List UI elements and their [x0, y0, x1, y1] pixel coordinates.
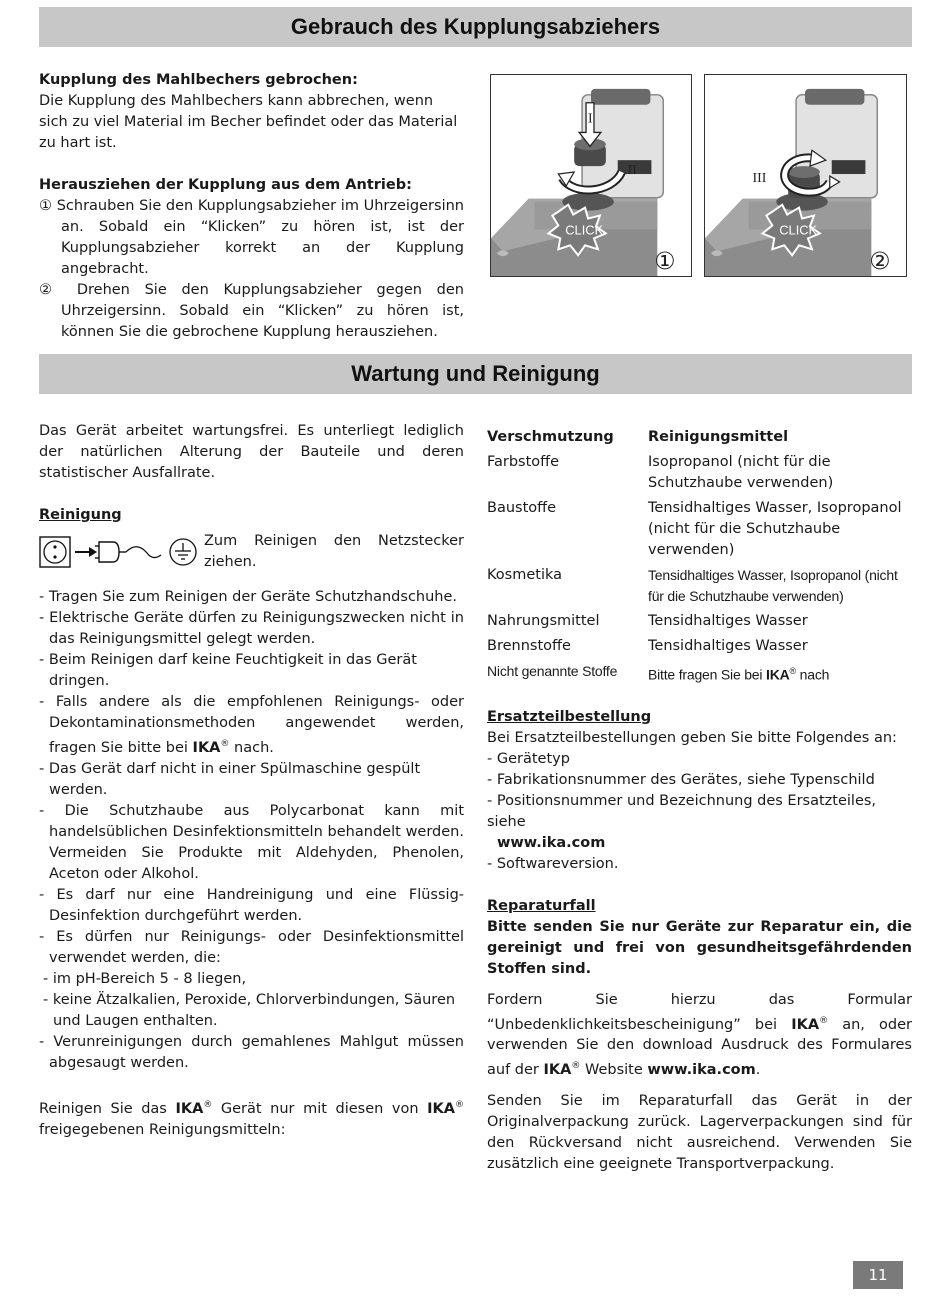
table-row: Nahrungsmittel Tensidhaltiges Wasser: [487, 613, 808, 629]
cleaning-table-header: [487, 427, 912, 448]
bullet-no-immersion: - Elektrische Geräte dürfen zu Reinigungszwecken nicht in das Reinigungsmittel gelegt werden.: [39, 610, 464, 647]
bullet-dishwasher: - Das Gerät darf nicht in einer Spülmaschine gespült werden.: [39, 760, 421, 798]
ika-website-link[interactable]: www.ika.com: [647, 1062, 756, 1079]
broken-coupling-heading: Kupplung des Mahlbechers gebrochen:: [39, 72, 358, 88]
unplug-text: Zum Reinigen den Netzstecker ziehen.: [204, 533, 464, 570]
bullet-gloves: - Tragen Sie zum Reinigen der Geräte Schutzhandschuhe.: [39, 589, 458, 605]
section-title-coupling-puller: Gebrauch des Kupplungsabziehers: [39, 7, 912, 47]
unplug-instruction: [39, 531, 464, 573]
maintenance-left-column: [39, 421, 464, 1141]
step-2: ② Drehen Sie den Kupplungsabzieher gegen den Uhrzeigersinn. Sobald ein “Klicken” zu hören ist, können Sie die gebrochene Kupplung herausziehen.: [39, 282, 464, 340]
bullet-no-moisture: - Beim Reinigen darf keine Feuchtigkeit in das Gerät dringen.: [39, 652, 417, 689]
grinder-illustration-2: [705, 75, 906, 276]
figure-step-1: [490, 74, 692, 277]
cleaning-heading: Reinigung: [39, 507, 122, 523]
table-row: Nicht genannte Stoffe Bitte fragen Sie bei IKA® nach: [487, 663, 830, 683]
unplug-icon: [39, 531, 204, 571]
table-row: Baustoffe Tensidhaltiges Wasser, Isopropanol (nicht für die Schutzhaube verwenden): [487, 500, 902, 558]
spare-item: - Fabrikationsnummer des Gerätes, siehe Typenschild: [487, 771, 875, 788]
repair-heading: Reparaturfall: [487, 897, 596, 914]
ika-brand: IKA: [192, 739, 221, 756]
step-1: ① Schrauben Sie den Kupplungsabzieher im Uhrzeigersinn an. Sobald ein “Klicken” zu hören ist, ist der Kupplungsabzieher korrekt an der Kupplung angebracht.: [39, 198, 464, 277]
broken-coupling-text: Die Kupplung des Mahlbechers kann abbrechen, wenn sich zu viel Material im Becher befindet oder das Material zu hart ist.: [39, 93, 458, 151]
maintenance-right-column: [487, 427, 912, 1175]
maintenance-intro: Das Gerät arbeitet wartungsfrei. Es unterliegt lediglich der natürlichen Alterung der Bauteile und deren statistischer Ausfallrate.: [39, 423, 464, 481]
table-row: Kosmetika Tensidhaltiges Wasser, Isopropanol (nicht für die Schutzhaube verwenden): [487, 567, 898, 604]
sub-no-caustics: - keine Ätzalkalien, Peroxide, Chlorverbindungen, Säuren und Laugen enthalten.: [43, 991, 456, 1029]
pull-coupling-heading: Herausziehen der Kupplung aus dem Antrieb:: [39, 177, 412, 193]
click-label-1: CLICK: [565, 222, 604, 238]
bullet-suction: - Verunreinigungen durch gemahlenes Mahlgut müssen abgesaugt werden.: [39, 1033, 464, 1071]
column-header-dirt: Verschmutzung: [487, 429, 614, 445]
spare-item: - Softwareversion.: [487, 855, 619, 872]
spare-parts-intro: Bei Ersatzteilbestellungen geben Sie bitte Folgendes an:: [487, 729, 897, 746]
label-iii: III: [752, 169, 767, 185]
label-i: I: [588, 110, 593, 126]
page-number: 11: [853, 1261, 903, 1289]
sub-ph-range: - im pH-Bereich 5 - 8 liegen,: [43, 970, 247, 987]
cleaning-closing: Reinigen Sie das IKA® Gerät nur mit diesen von IKA® freigegebenen Reinigungsmitteln:: [39, 1099, 464, 1138]
spare-item: - Positionsnummer und Bezeichnung des Ersatzteiles, siehe: [487, 792, 877, 830]
figure-number-1: ①: [654, 247, 676, 276]
bullet-hand-cleaning: - Es darf nur eine Handreinigung und eine Flüssig- Desinfektion durchgeführt werden.: [39, 886, 464, 924]
section-title-maintenance: Wartung und Reinigung: [39, 354, 912, 394]
table-row: Farbstoffe Isopropanol (nicht für die Schutzhaube verwenden): [487, 454, 834, 491]
bullet-polycarbonate: - Die Schutzhaube aus Polycarbonat kann mit handelsüblichen Desinfektionsmitteln behandelt werden. Vermeiden Sie Produkte mit Aldehyden, Phenolen, Aceton oder Alkohol.: [39, 802, 464, 882]
coupling-instructions: [39, 70, 464, 343]
table-row: Brennstoffe Tensidhaltiges Wasser: [487, 638, 808, 654]
column-header-agent: Reinigungsmittel: [648, 429, 789, 445]
click-label-2: CLICK: [779, 222, 818, 238]
spare-item: - Gerätetyp: [487, 750, 570, 767]
bullet-agents: - Es dürfen nur Reinigungs- oder Desinfektionsmittel verwendet werden, die:: [39, 928, 464, 966]
spare-parts-heading: Ersatzteilbestellung: [487, 708, 652, 725]
figure-number-2: ②: [869, 247, 891, 276]
repair-warning: Bitte senden Sie nur Geräte zur Reparatur ein, die gereinigt und frei von gesundheitsgefährdenden Stoffen sind.: [487, 918, 912, 977]
repair-packaging-paragraph: Senden Sie im Reparaturfall das Gerät in der Originalverpackung zurück. Lagerverpackungen sind für den Rückversand nicht ausreichend. Verwenden Sie zusätzlich eine geeignete Transportverpackung.: [487, 1093, 912, 1173]
label-ii: II: [627, 162, 637, 178]
bullet-other-methods: - Falls andere als die empfohlenen Reinigungs- oder Dekontaminationsmethoden angewendet werden, fragen Sie bitte bei IKA® nach.: [39, 694, 464, 756]
grinder-illustration-1: [491, 75, 691, 276]
repair-form-paragraph: Fordern Sie hierzu das Formular “Unbedenklichkeitsbescheinigung” bei IKA® an, oder verwenden Sie den download Ausdruck des Formulares auf der IKA® Website www.ika.com.: [487, 991, 912, 1079]
ika-website-link[interactable]: www.ika.com: [497, 834, 606, 851]
figure-step-2: [704, 74, 907, 277]
